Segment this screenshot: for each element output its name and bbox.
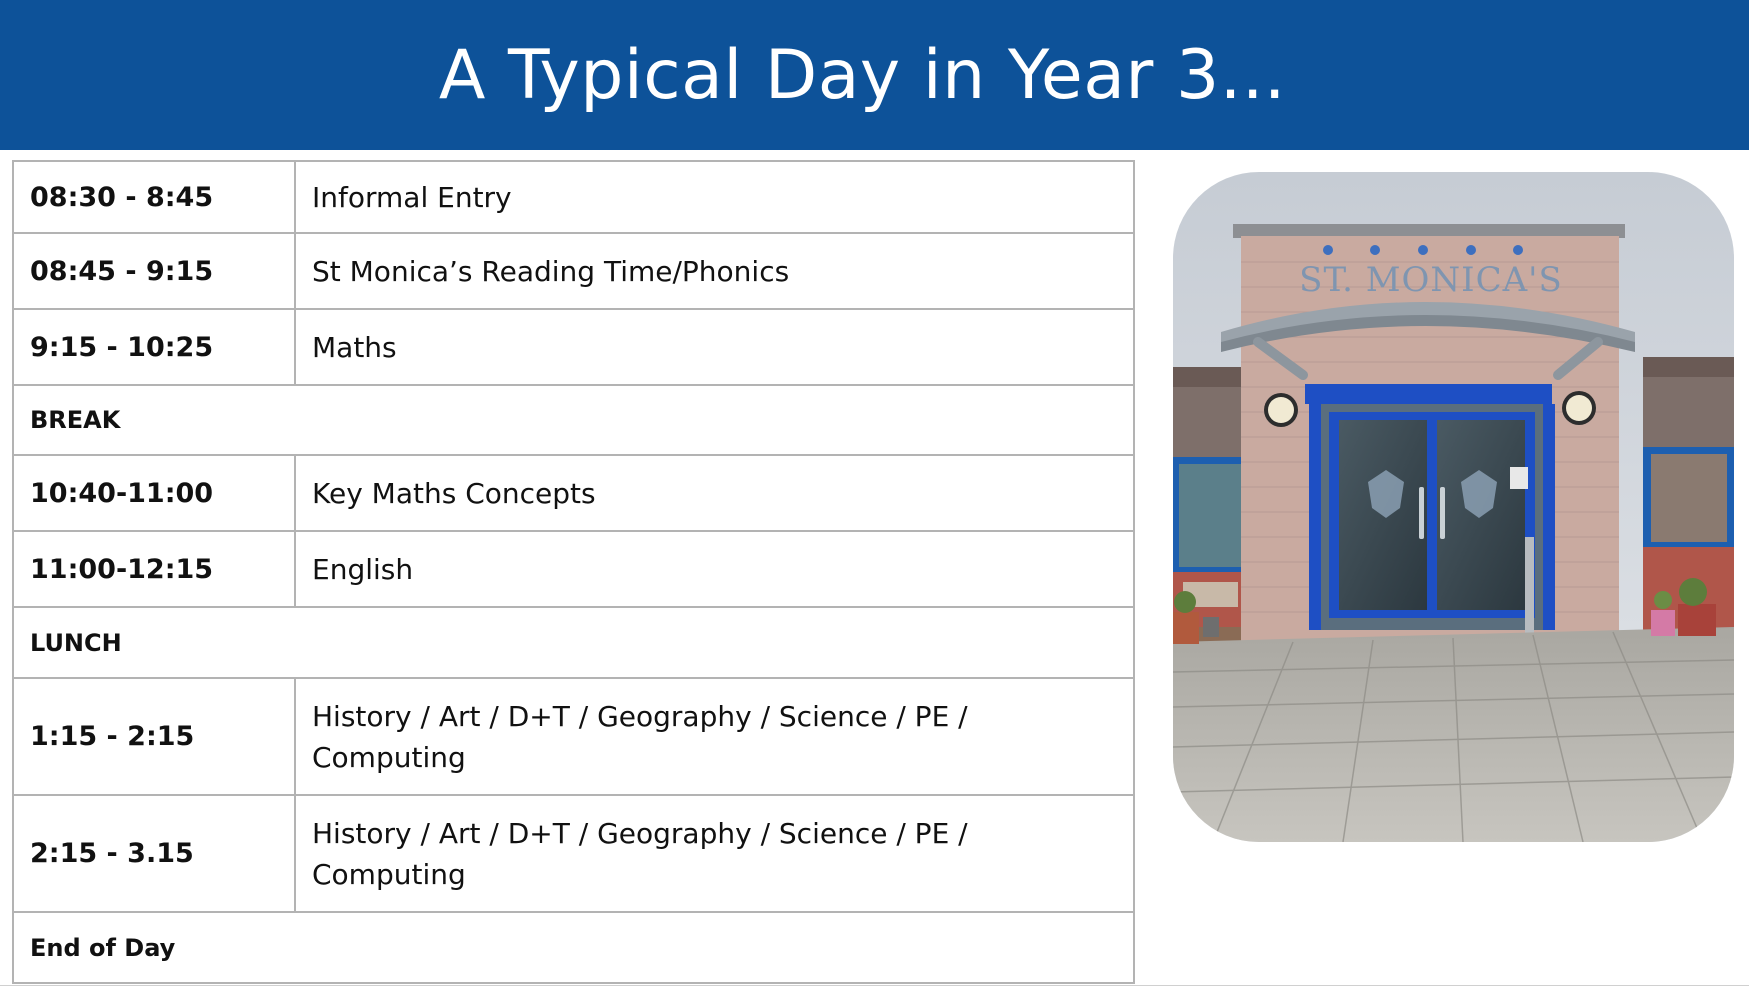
time-cell: 11:00-12:15	[13, 531, 295, 607]
table-row	[13, 455, 1134, 531]
table-row	[13, 309, 1134, 385]
school-sign: ST. MONICA'S	[1299, 260, 1563, 300]
activity-cell: English	[295, 531, 1134, 607]
table-row	[13, 795, 1134, 912]
activity-cell: Key Maths Concepts	[295, 455, 1134, 531]
bottom-divider	[0, 985, 1749, 986]
activity-cell: History / Art / D+T / Geography / Science / PE / Computing	[295, 795, 1134, 912]
time-cell: 10:40-11:00	[13, 455, 295, 531]
page-title: A Typical Day in Year 3...	[438, 35, 1287, 115]
lunch-label: LUNCH	[13, 607, 1134, 678]
time-cell: 08:45 - 9:15	[13, 233, 295, 309]
table-row	[13, 161, 1134, 233]
table-row	[13, 678, 1134, 795]
break-row	[13, 385, 1134, 455]
activity-cell: Maths	[295, 309, 1134, 385]
table-row	[13, 233, 1134, 309]
activity-cell: History / Art / D+T / Geography / Science / PE / Computing	[295, 678, 1134, 795]
time-cell: 2:15 - 3.15	[13, 795, 295, 912]
activity-cell: St Monica’s Reading Time/Phonics	[295, 233, 1134, 309]
school-entrance-photo	[1173, 172, 1734, 842]
end-of-day-label: End of Day	[13, 912, 1134, 983]
paving	[1173, 627, 1734, 842]
time-cell: 08:30 - 8:45	[13, 161, 295, 233]
lunch-row	[13, 607, 1134, 678]
title-bar	[0, 0, 1749, 150]
end-of-day-row	[13, 912, 1134, 983]
entrance-doors	[1305, 384, 1555, 630]
schedule-table	[12, 160, 1135, 984]
activity-cell: Informal Entry	[295, 161, 1134, 233]
table-row	[13, 531, 1134, 607]
bollard	[1525, 537, 1534, 637]
time-cell: 9:15 - 10:25	[13, 309, 295, 385]
break-label: BREAK	[13, 385, 1134, 455]
time-cell: 1:15 - 2:15	[13, 678, 295, 795]
